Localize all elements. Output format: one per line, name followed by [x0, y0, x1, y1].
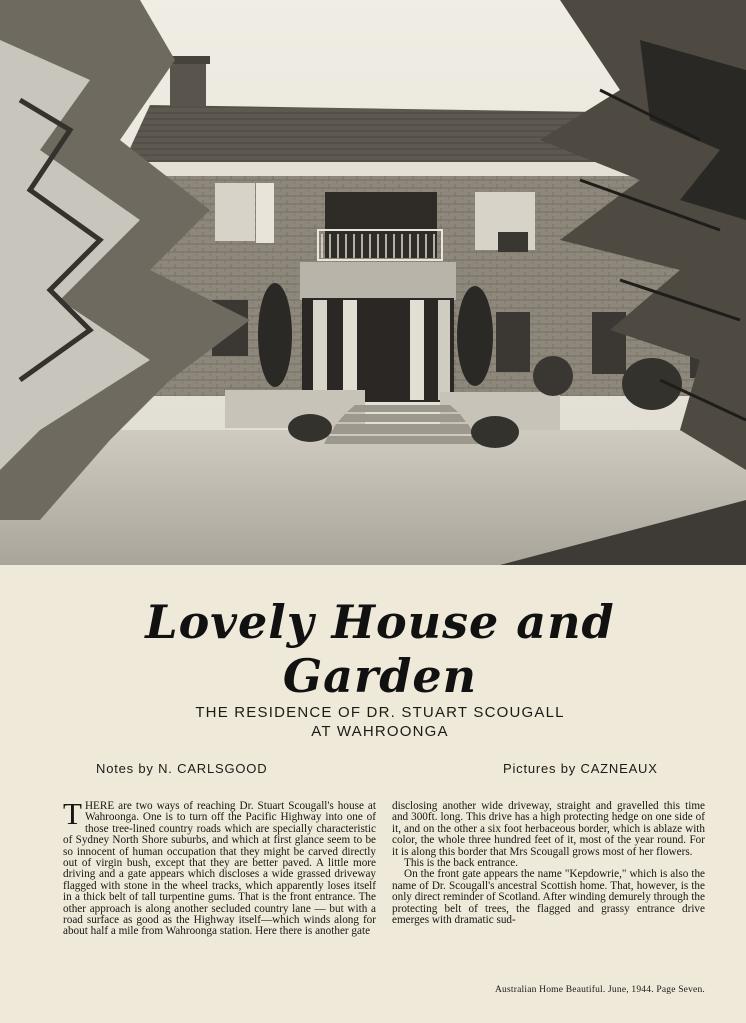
article-title: Lovely House and Garden: [145, 595, 615, 703]
drop-cap: T: [63, 796, 82, 831]
article-body: [0, 565, 746, 1023]
right-column-paragraph-3: On the front gate appears the name "Kepdowrie," which is also the name of Dr. Scougall's ancestral Scottish home. That, however, is the only direct reminder of Scotland. After winding demurely through the protecting belt of trees, the flagged and grassy entrance drive emerges with dramatic sud-: [392, 868, 705, 927]
right-column-paragraph-1: disclosing another wide driveway, straight and gravelled this time and 300ft. long. This drive has a high protecting hedge on one side of it, and on the other a six foot herbaceous border, which is ablaze with color, the whole three hundred feet of it, most of the year round. For it is along this border that Mrs Scougall grows most of her flowers.: [392, 800, 705, 858]
article-subtitle: [120, 703, 640, 741]
subtitle-line-2: AT WAHROONGA: [311, 723, 449, 740]
article-column-right: [392, 801, 705, 926]
left-column-text: HERE are two ways of reaching Dr. Stuart Scougall's house at Wahroonga. One is to turn off the Pacific Highway into one of those tree-lined country roads which are specially characteristic of Sydney North Shore suburbs, and which at first glance seem to be so innocent of human occupation that they might be carved directly out of virgin bush, except that they are better paved. A little more driving and a gate appears which discloses a wide grassed driveway flagged with stone in the wheel tracks, which apparently loses itself in a thick belt of tall turpentine gums. That is the front entrance. The other approach is along another secluded country lane — but with a road surface as good as the Highway itself—which winds along for about half a mile from Wahroonga station. Here there is another gate: [63, 800, 376, 938]
pictures-credit: Pictures by CAZNEAUX: [503, 761, 658, 776]
right-column-paragraph-2: This is the back entrance.: [404, 857, 519, 870]
article-column-left: [63, 796, 376, 938]
subtitle-line-1: THE RESIDENCE OF DR. STUART SCOUGALL: [195, 704, 565, 721]
notes-credit: Notes by N. CARLSGOOD: [96, 761, 268, 776]
page-footer: Australian Home Beautiful. June, 1944. Page Seven.: [495, 985, 705, 995]
left-column-paragraph: [63, 796, 376, 938]
